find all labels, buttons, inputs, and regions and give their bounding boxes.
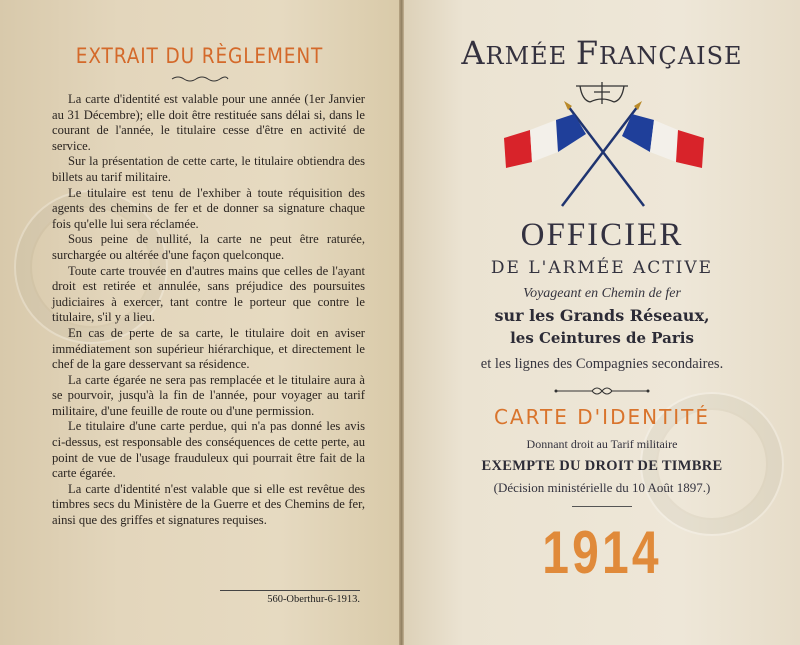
regulation-paragraph: En cas de perte de sa carte, le titulaire doit en aviser immédiatement son supérieur hiérarchique, et directement le chef de la gare desservant sa résidence.	[52, 325, 365, 372]
regulation-paragraph: Sous peine de nullité, la carte ne peut être raturée, surchargée ou altérée d'une façon quelconque.	[52, 232, 365, 262]
travel-line: Voyageant en Chemin de fer	[523, 286, 681, 301]
stamp-exemption: EXEMPTE DU DROIT DE TIMBRE	[481, 458, 723, 474]
regulation-paragraph: La carte égarée ne sera pas remplacée et le titulaire aura à se pourvoir, jusqu'à la fin de l'année, pour voyager au tarif militaire, d'une feuille de route ou d'une permission.	[52, 372, 365, 418]
regulation-title: EXTRAIT DU RÈGLEMENT	[75, 44, 324, 68]
army-letter: F	[575, 34, 600, 72]
army-heading	[404, 34, 800, 72]
active-army-line: DE L'ARMÉE ACTIVE	[490, 258, 714, 278]
army-word: RMÉE	[485, 42, 576, 70]
crossed-flags-icon	[498, 98, 708, 210]
secondary-lines: et les lignes des Compagnies secondaires.	[480, 356, 724, 372]
networks-line: sur les Grands Réseaux,	[494, 306, 710, 325]
regulation-paragraph: La carte d'identité est valable pour une année (1er Janvier au 31 Décembre); elle doit être restituée sans délai si, dans le courant de l'année, le titulaire cesse d'être en activité de service.	[52, 92, 365, 153]
army-letter: A	[461, 34, 486, 72]
regulation-paragraph: La carte d'identité n'est valable que si elle est revêtue des timbres secs du Ministère de la Guerre et des Chemins de fer, ainsi que des griffes et signatures requises.	[52, 481, 365, 528]
regulation-paragraph: Sur la présentation de cette carte, le titulaire obtiendra des billets au tarif militaire.	[52, 154, 365, 184]
regulation-text	[52, 92, 365, 529]
regulation-paragraph: Toute carte trouvée en d'autres mains que celles de l'ayant droit est retirée et annulée, sans préjudice des poursuites judiciaires à exercer, tant contre le porteur que contre le titulaire, s'il y a lieu.	[52, 263, 365, 325]
regulation-paragraph: Le titulaire d'une carte perdue, qui n'a pas donné les avis ci-dessus, est responsable des conséquences de cette perte, au point de vue de l'usage frauduleux qui pourrait être fait de la carte égarée.	[52, 419, 365, 481]
army-word: RANÇAISE	[599, 42, 743, 70]
officer-title: OFFICIER	[520, 217, 684, 253]
card-year: 1914	[542, 519, 662, 586]
divider-ornament	[552, 384, 652, 398]
paris-belt-line: les Ceintures de Paris	[510, 329, 694, 347]
printer-code: 560-Oberthur-6-1913.	[267, 594, 360, 605]
identity-card-title: CARTE D'IDENTITÉ	[493, 405, 711, 429]
ministerial-decision: (Décision ministérielle du 10 Août 1897.)	[493, 480, 711, 495]
title-ornament	[170, 74, 230, 84]
left-page	[0, 0, 399, 645]
divider	[572, 506, 632, 507]
right-page	[404, 0, 800, 645]
divider	[220, 590, 360, 591]
regulation-paragraph: Le titulaire est tenu de l'exhiber à toute réquisition des agents des chemins de fer et de donner sa signature chaque fois qu'elle lui sera réclamée.	[52, 185, 365, 231]
tariff-line: Donnant droit au Tarif militaire	[526, 437, 678, 451]
